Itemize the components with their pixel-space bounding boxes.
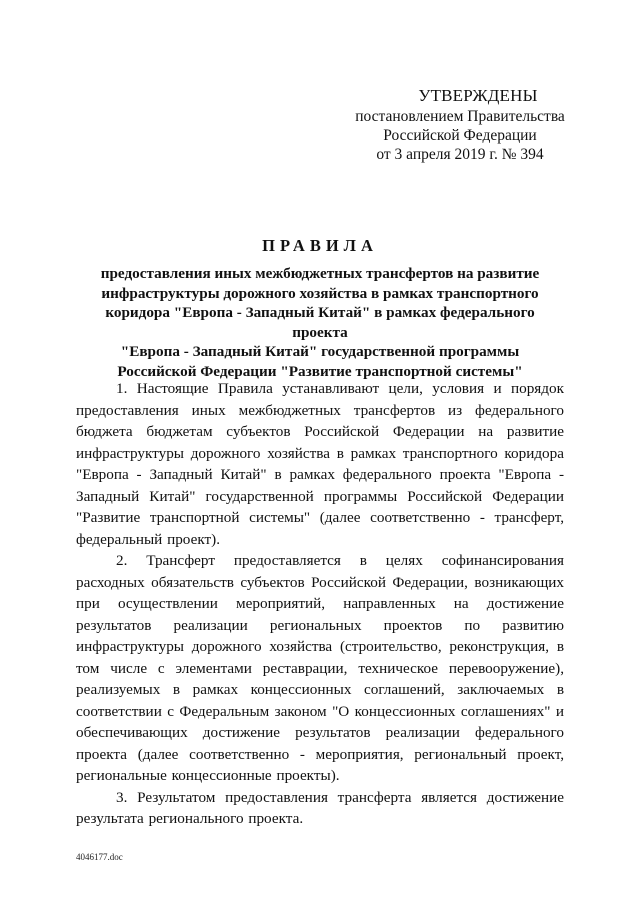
document-subtitle [78,264,562,381]
paragraph-2: 2. Трансферт предоставляется в целях софинансирования расходных обязательств субъектов Российской Федерации, возникающих при осуществлении мероприятий, направленных на достижение результатов реализации региональных проектов по развитию инфраструктуры дорожного хозяйства (строительство, реконструкция, в том числе с элементами реставрации, техническое перевооружение), реализуемых в рамках концессионных соглашений, заключаемых в соответствии с Федеральным законом "О концессионных соглашениях" и обеспечивающих достижение результатов реализации федерального проекта (далее соответственно - мероприятия, региональный проект, региональные концессионные проекты). [76,552,564,784]
approval-issuer: постановлением Правительства [355,108,565,125]
subtitle-line: инфраструктуры дорожного хозяйства в рамках транспортного [101,284,539,302]
document-title: ПРАВИЛА [262,236,378,255]
approval-date-number: от 3 апреля 2019 г. № 394 [376,146,544,163]
paragraph-3: 3. Результатом предоставления трансферта является достижение результата регионального проекта. [76,788,564,827]
approval-block [340,86,580,164]
subtitle-line: Российской Федерации "Развитие транспортной системы" [117,362,523,380]
document-body [76,378,564,830]
subtitle-line: "Европа - Западный Китай" государственной программы [120,343,520,360]
paragraph-1: 1. Настоящие Правила устанавливают цели, условия и порядок предоставления иных межбюджетных трансфертов из федерального бюджета бюджетам субъектов Российской Федерации на развитие инфраструктуры дорожного хозяйства в рамках транспортного коридора "Европа - Западный Китай" в рамках федерального проекта "Европа - Западный Китай" государственной программы Российской Федерации "Развитие транспортной системы" (далее соответственно - трансферт, федеральный проект). [76,380,564,548]
subtitle-line: предоставления иных межбюджетных трансфертов на развитие [100,265,540,282]
approval-country: Российской Федерации [383,127,537,144]
approved-heading: УТВЕРЖДЕНЫ [418,86,538,105]
subtitle-line: коридора "Европа - Западный Китай" в рамках федерального проекта [105,304,535,341]
file-reference: 4046177.doc [76,852,123,862]
